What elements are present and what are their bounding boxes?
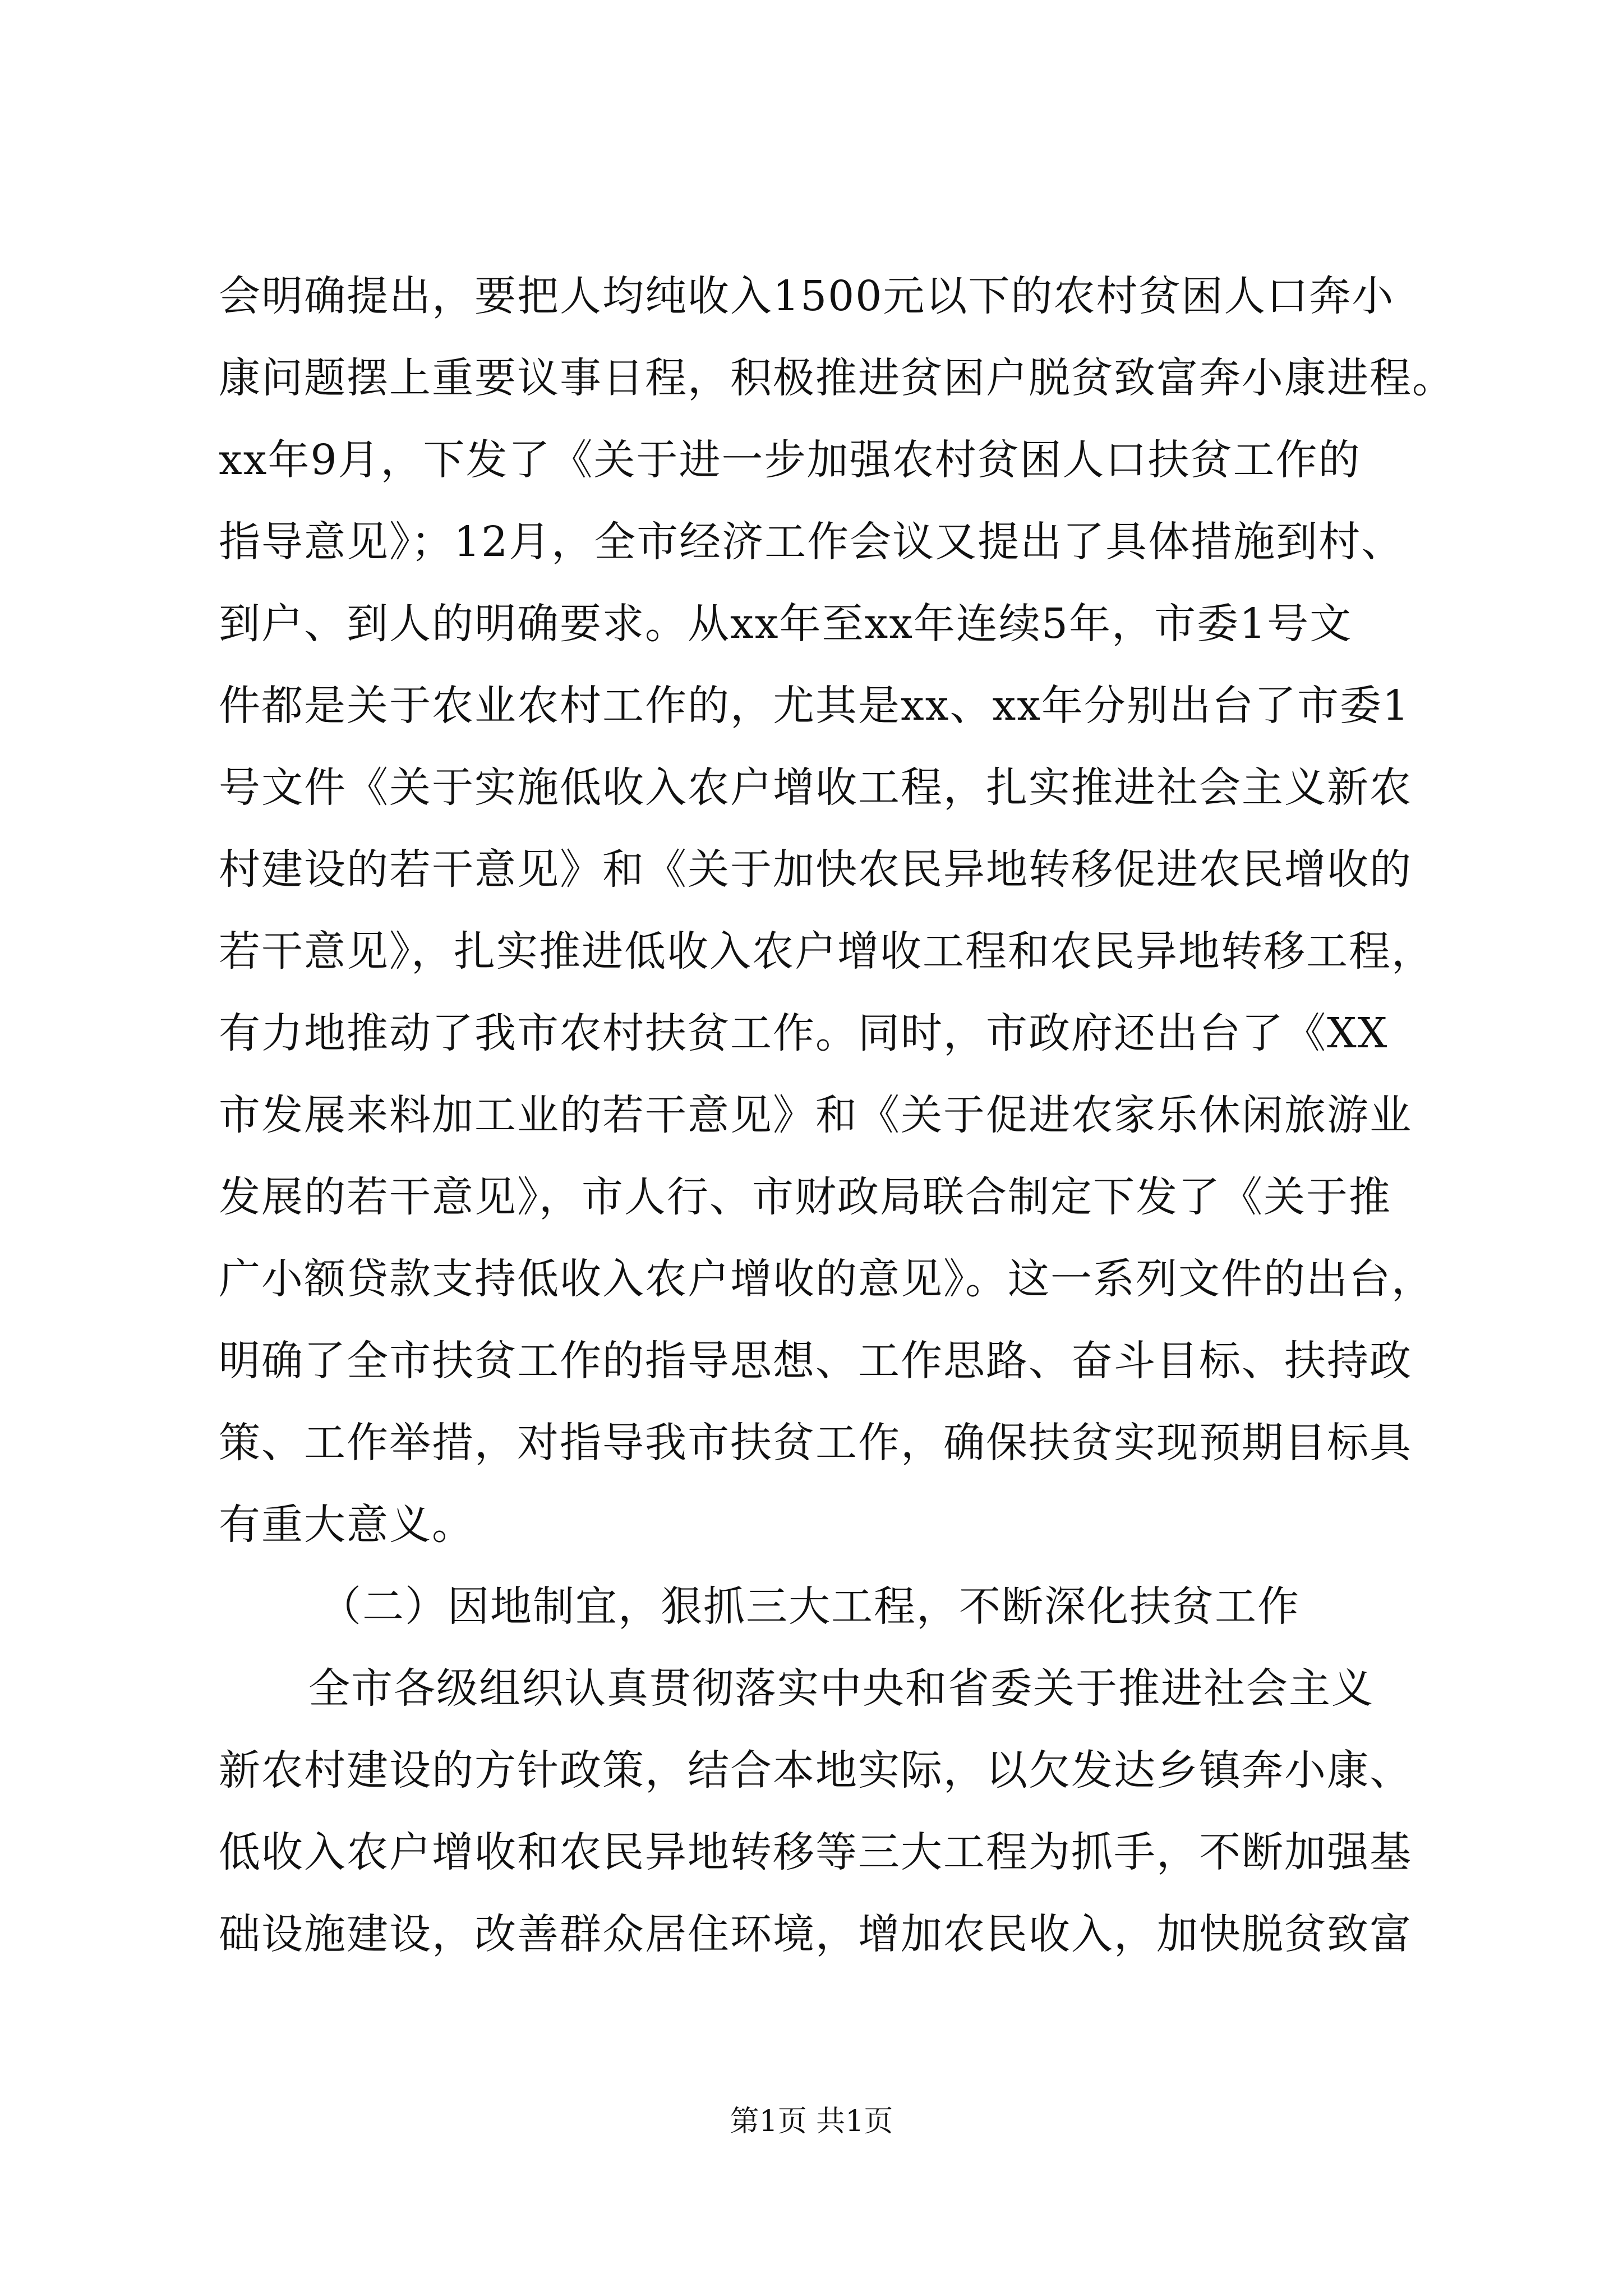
text-line: xx年9月，下发了《关于进一步加强农村贫困人口扶贫工作的 xyxy=(219,436,1361,484)
text-line: 若干意见》，扎实推进低收入农户增收工程和农民异地转移工程， xyxy=(219,927,1434,976)
text-line: 康问题摆上重要议事日程，积极推进贫困户脱贫致富奔小康进程。 xyxy=(219,354,1455,402)
text-line: 发展的若干意见》，市人行、市财政局联合制定下发了《关于推 xyxy=(219,1173,1391,1221)
page-footer: 第1页 共1页 xyxy=(730,2105,893,2138)
text-line: 指导意见》；12月，全市经济工作会议又提出了具体措施到村、 xyxy=(219,518,1404,566)
text-line: 低收入农户增收和农民异地转移等三大工程为抓手，不断加强基 xyxy=(219,1828,1412,1876)
text-line: 明确了全市扶贫工作的指导思想、工作思路、奋斗目标、扶持政 xyxy=(219,1337,1412,1385)
text-line: 有力地推动了我市农村扶贫工作。同时，市政府还出台了《XX xyxy=(219,1009,1389,1057)
section-heading: （二）因地制宜，狠抓三大工程，不断深化扶贫工作 xyxy=(320,1582,1300,1631)
text-line: 会明确提出，要把人均纯收入1500元以下的农村贫困人口奔小 xyxy=(219,272,1395,320)
text-line: 市发展来料加工业的若干意见》和《关于促进农家乐休闲旅游业 xyxy=(219,1091,1412,1139)
text-line: 广小额贷款支持低收入农户增收的意见》。这一系列文件的出台， xyxy=(219,1255,1434,1303)
text-line: 有重大意义。 xyxy=(219,1501,474,1549)
document-body xyxy=(219,255,1455,1975)
text-line: 件都是关于农业农村工作的，尤其是xx、xx年分别出台了市委1 xyxy=(219,682,1410,730)
text-line: 号文件《关于实施低收入农户增收工程，扎实推进社会主义新农 xyxy=(219,763,1412,812)
text-line: 全市各级组织认真贯彻落实中央和省委关于推进社会主义 xyxy=(308,1664,1374,1713)
text-line: 新农村建设的方针政策，结合本地实际，以欠发达乡镇奔小康、 xyxy=(219,1746,1412,1795)
text-line: 础设施建设，改善群众居住环境，增加农民收入，加快脱贫致富 xyxy=(219,1910,1412,1958)
text-line: 策、工作举措，对指导我市扶贫工作，确保扶贫实现预期目标具 xyxy=(219,1419,1412,1467)
text-line: 到户、到人的明确要求。从xx年至xx年连续5年，市委1号文 xyxy=(219,600,1353,648)
text-line: 村建设的若干意见》和《关于加快农民异地转移促进农民增收的 xyxy=(219,845,1412,894)
